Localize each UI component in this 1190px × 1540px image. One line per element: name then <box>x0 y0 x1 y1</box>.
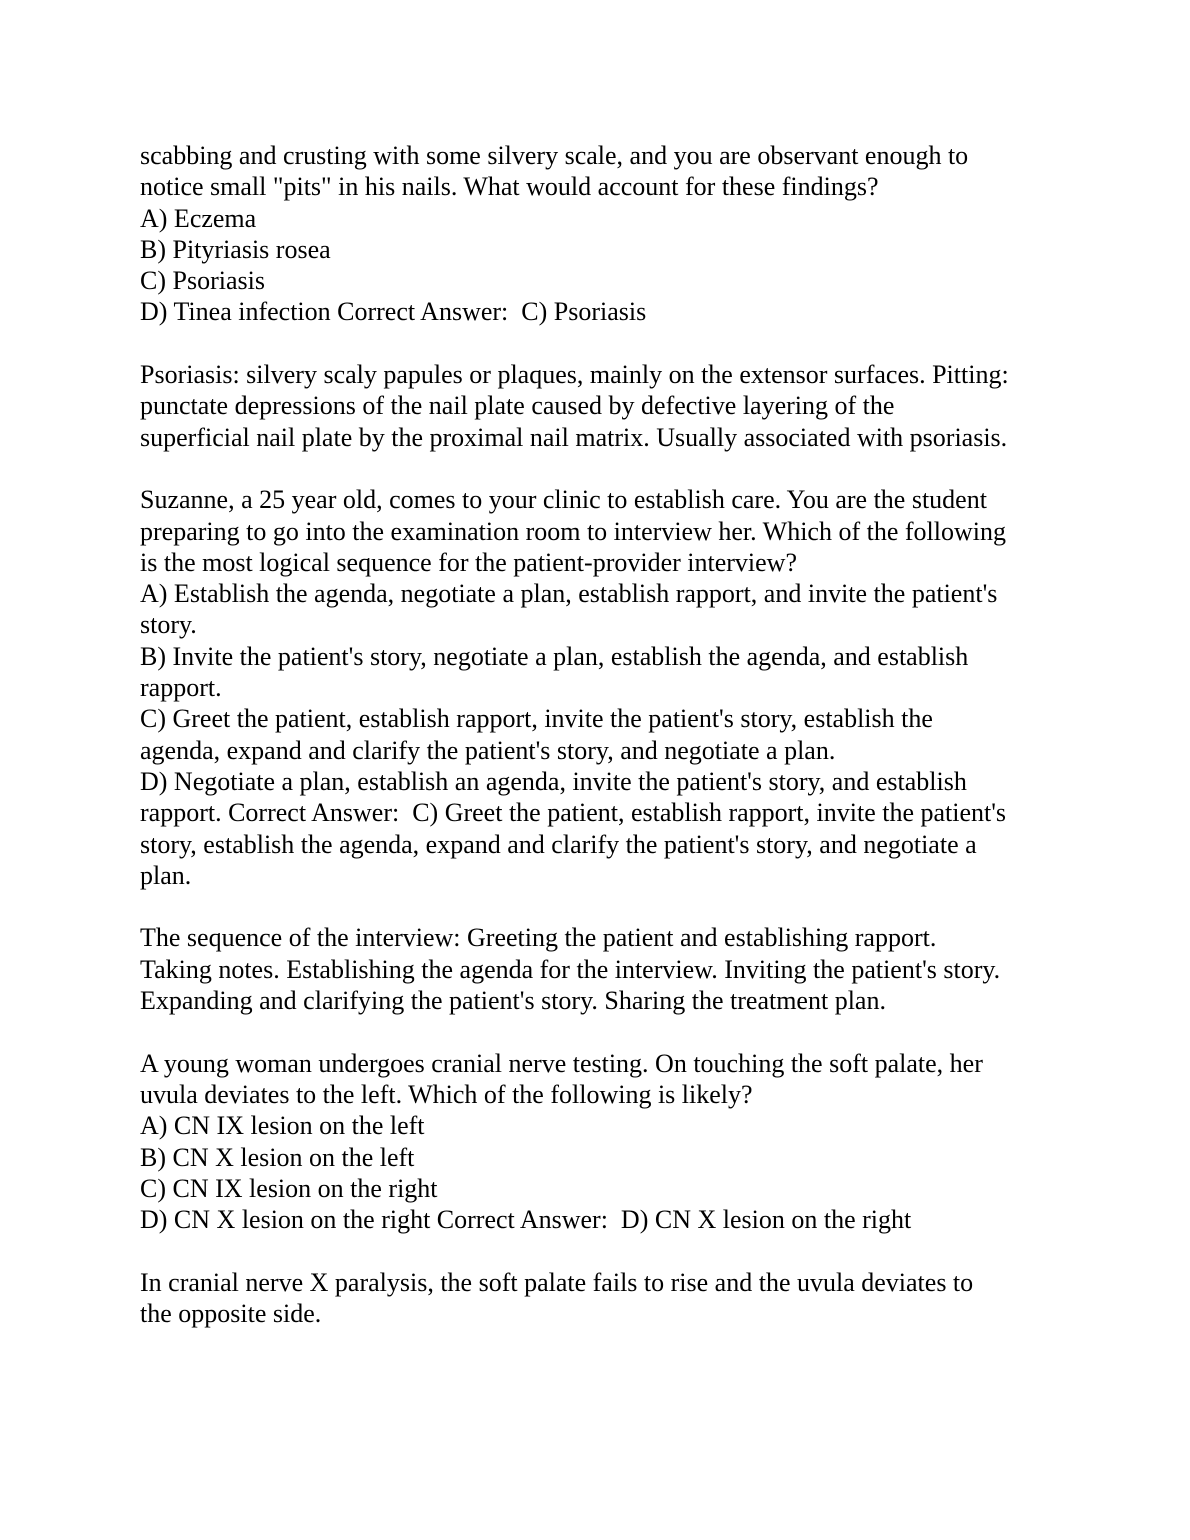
question-interview-sequence <box>140 484 1060 891</box>
question-cranial-nerve <box>140 1048 1060 1236</box>
answer-option: agenda, expand and clarify the patient's story, and negotiate a plan. <box>140 735 836 765</box>
answer-option: C) Greet the patient, establish rapport, invite the patient's story, establish the <box>140 704 933 734</box>
answer-option: A) Eczema <box>140 203 257 233</box>
text-line: In cranial nerve X paralysis, the soft palate fails to rise and the uvula deviates to <box>140 1267 974 1297</box>
answer-option: C) Psoriasis <box>140 266 265 296</box>
text-line: Suzanne, a 25 year old, comes to your clinic to establish care. You are the student <box>140 485 987 515</box>
text-line: the opposite side. <box>140 1298 322 1328</box>
answer-option: story, establish the agenda, expand and clarify the patient's story, and negotiate a <box>140 829 977 859</box>
explanation-cranial-nerve <box>140 1267 1060 1330</box>
text-line: notice small "pits" in his nails. What would account for these findings? <box>140 172 879 202</box>
document-body <box>140 140 1060 1361</box>
answer-option: B) CN X lesion on the left <box>140 1142 415 1172</box>
text-line: scabbing and crusting with some silvery scale, and you are observant enough to <box>140 141 969 170</box>
explanation-interview-sequence <box>140 922 1060 1016</box>
text-line: Psoriasis: silvery scaly papules or plaques, mainly on the extensor surfaces. Pitting: <box>140 360 1009 390</box>
answer-option: B) Pityriasis rosea <box>140 234 331 264</box>
answer-option: plan. <box>140 860 192 890</box>
answer-option: A) Establish the agenda, negotiate a plan, establish rapport, and invite the patient's <box>140 579 998 609</box>
text-line: punctate depressions of the nail plate caused by defective layering of the <box>140 391 895 421</box>
text-line: uvula deviates to the left. Which of the following is likely? <box>140 1079 753 1109</box>
answer-option: rapport. Correct Answer: C) Greet the patient, establish rapport, invite the patient's <box>140 798 1007 828</box>
text-line: The sequence of the interview: Greeting the patient and establishing rapport. <box>140 923 937 953</box>
answer-option: C) CN IX lesion on the right <box>140 1173 438 1203</box>
text-line: preparing to go into the examination room to interview her. Which of the following <box>140 516 1006 546</box>
answer-option: rapport. <box>140 673 222 703</box>
answer-option: B) Invite the patient's story, negotiate a plan, establish the agenda, and establish <box>140 641 969 671</box>
text-line: Taking notes. Establishing the agenda for the interview. Inviting the patient's story. <box>140 954 1001 984</box>
answer-option: A) CN IX lesion on the left <box>140 1111 425 1141</box>
answer-option: D) Negotiate a plan, establish an agenda, invite the patient's story, and establish <box>140 766 967 796</box>
answer-option: D) Tinea infection Correct Answer: C) Psoriasis <box>140 297 647 327</box>
answer-option: D) CN X lesion on the right Correct Answer: D) CN X lesion on the right <box>140 1205 912 1235</box>
question-psoriasis <box>140 140 1060 328</box>
text-line: superficial nail plate by the proximal nail matrix. Usually associated with psoriasis. <box>140 422 1008 452</box>
text-line: A young woman undergoes cranial nerve testing. On touching the soft palate, her <box>140 1048 983 1078</box>
answer-option: story. <box>140 610 197 640</box>
explanation-psoriasis <box>140 359 1060 453</box>
text-line: is the most logical sequence for the patient-provider interview? <box>140 547 797 577</box>
text-line: Expanding and clarifying the patient's story. Sharing the treatment plan. <box>140 986 886 1016</box>
